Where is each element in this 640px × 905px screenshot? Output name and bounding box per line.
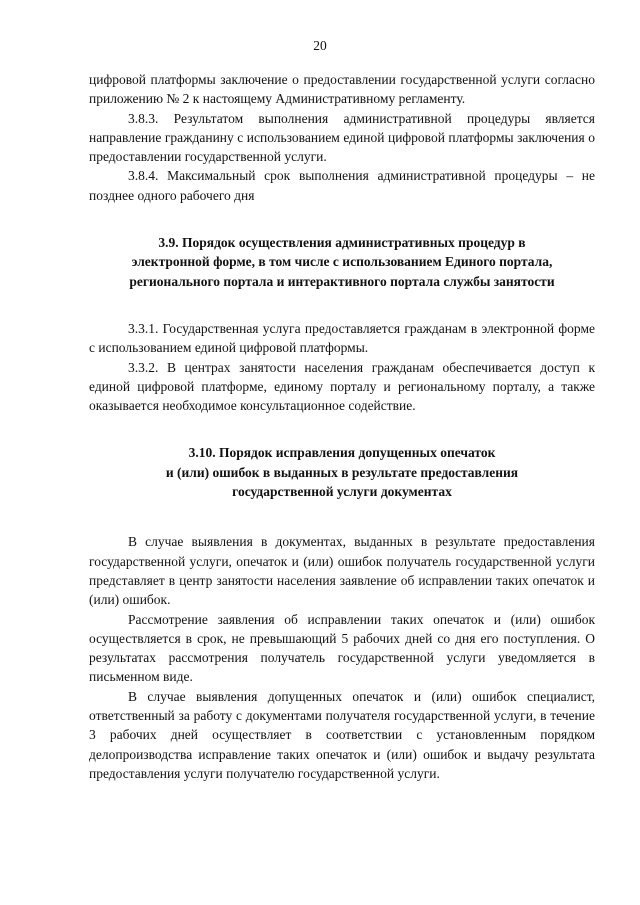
heading-line: 3.9. Порядок осуществления административных процедур в (158, 235, 526, 251)
heading-line: государственной услуги документах (232, 484, 452, 500)
paragraph-errors-correction: В случае выявления допущенных опечаток и (или) ошибок специалист, ответственный за работу с документами получателя государственной услуги, в течение 3 рабочих дней осуществляет в соответствии с установленным порядком делопроизводства исправление таких опечаток и (или) ошибок и выдачу результата предоставления услуги получателю государственной услуги. (89, 688, 595, 781)
document-body (89, 70, 595, 783)
heading-line: 3.10. Порядок исправления допущенных опечаток (188, 445, 496, 461)
paragraph-continuation: цифровой платформы заключение о предоставлении государственной услуги согласно приложению № 2 к настоящему Административному регламенту. (89, 72, 595, 107)
paragraph-errors-review: Рассмотрение заявления об исправлении таких опечаток и (или) ошибок осуществляется в срок, не превышающий 5 рабочих дней со дня его поступления. О результатах рассмотрения получатель государственной услуги уведомляется в письменном виде. (89, 611, 595, 685)
heading-line: и (или) ошибок в выданных в результате предоставления (165, 464, 519, 480)
paragraph-3-8-4: 3.8.4. Максимальный срок выполнения административной процедуры – не позднее одного рабочего дня (89, 168, 595, 203)
section-heading-3-9 (89, 233, 595, 291)
heading-line: электронной форме, в том числе с использованием Единого портала, (131, 254, 553, 270)
page-number: 20 (313, 38, 327, 53)
heading-line: регионального портала и интерактивного портала службы занятости (129, 273, 555, 289)
paragraph-3-3-2: 3.3.2. В центрах занятости населения гражданам обеспечивается доступ к единой цифровой платформе, единому порталу и региональному порталу, а также оказывается необходимое консультационное содействие. (89, 359, 595, 414)
paragraph-3-3-1: 3.3.1. Государственная услуга предоставляется гражданам в электронной форме с использованием единой цифровой платформы. (89, 320, 595, 356)
paragraph-errors-application: В случае выявления в документах, выданных в результате предоставления государственной услуги, опечаток и (или) ошибок получатель государственной услуги представляет в центр занятости населения заявление об исправлении таких опечаток и (или) ошибок. (89, 534, 595, 608)
section-heading-3-10 (89, 443, 595, 501)
paragraph-3-8-3: 3.8.3. Результатом выполнения административной процедуры является направление гражданину с использованием единой цифровой платформы заключения о предоставлении государственной услуги. (89, 110, 595, 165)
